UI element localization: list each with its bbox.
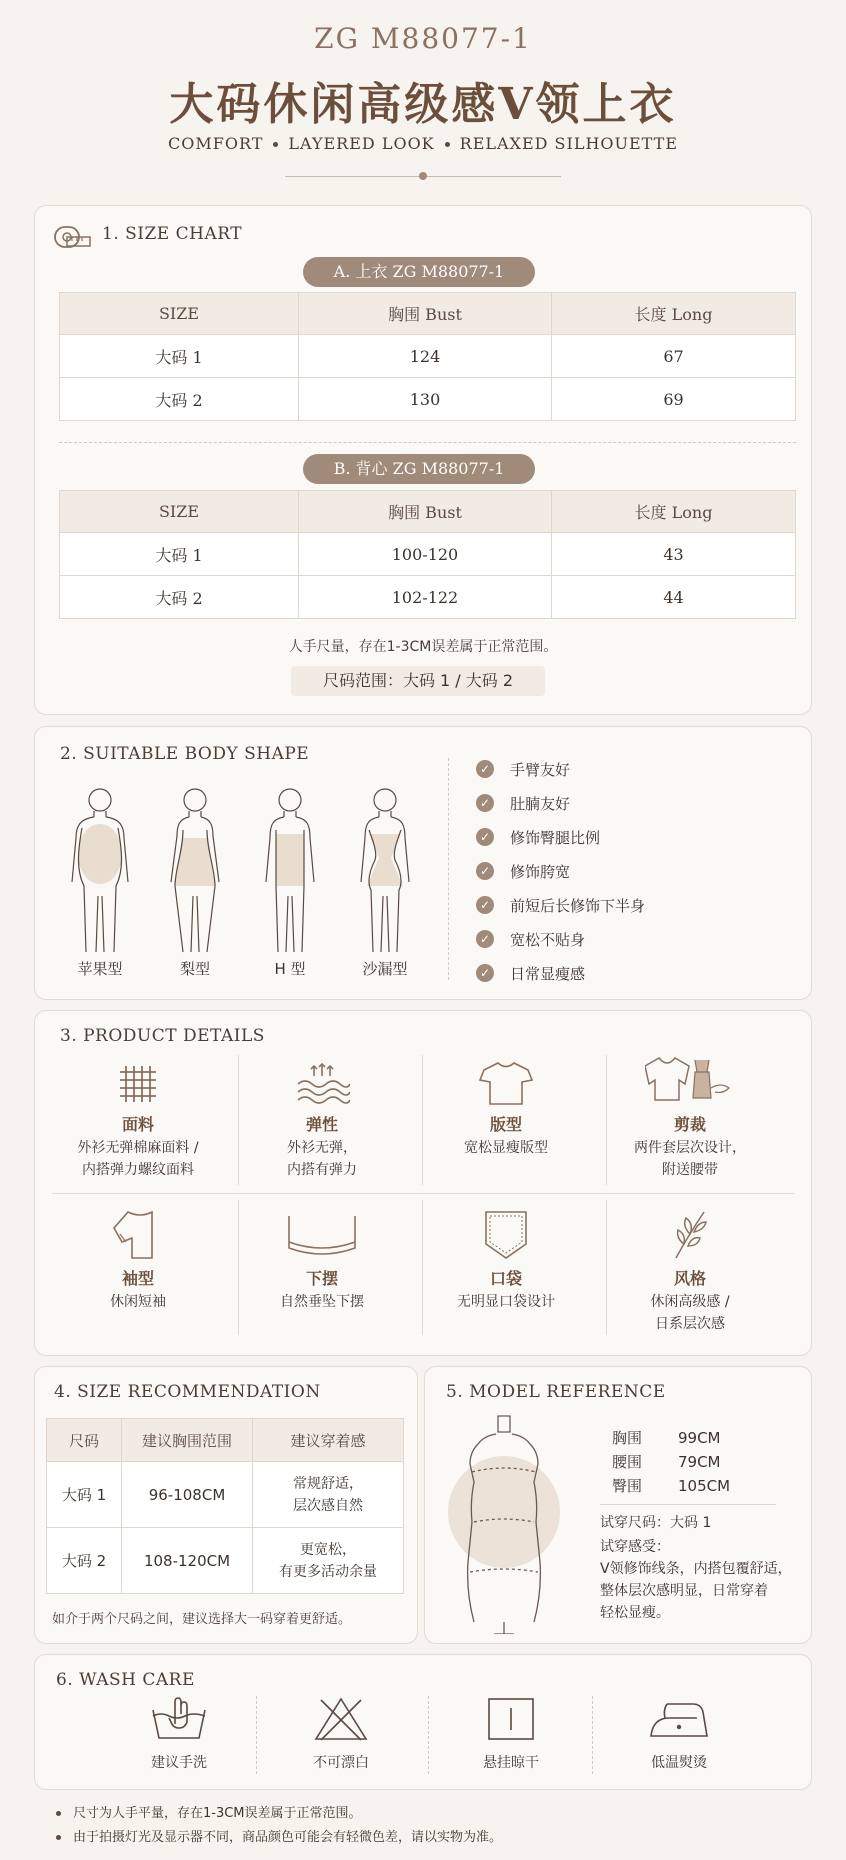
table-cell: 124 xyxy=(299,335,552,378)
two-piece-icon xyxy=(645,1054,735,1106)
list-item: ✓ 前短后长修饰下半身 xyxy=(476,888,796,922)
product-title: 大码休闲高级感V领上衣 xyxy=(169,79,677,130)
table-cell: 108-120CM xyxy=(122,1528,253,1594)
tag-layered: LAYERED LOOK xyxy=(288,134,435,153)
detail-hem: 下摆 自然垂坠下摆 xyxy=(232,1208,412,1313)
stretch-icon xyxy=(294,1062,350,1106)
fabric-icon xyxy=(116,1062,160,1106)
size-table-top xyxy=(59,292,796,421)
tape-measure-icon xyxy=(54,224,92,250)
table-cell: 67 xyxy=(552,335,796,378)
product-code: ZG M88077-1 xyxy=(314,22,532,55)
list-item: ✓ 修饰胯宽 xyxy=(476,854,796,888)
no-bleach-icon xyxy=(313,1696,369,1742)
model-measurements xyxy=(612,1426,730,1498)
table-row xyxy=(60,576,796,619)
footnote: 由于拍摄灯光及显示器不同，商品颜色可能会有轻微色差，请以实物为准。 xyxy=(56,1826,502,1845)
check-icon: ✓ xyxy=(476,930,494,948)
pocket-icon xyxy=(482,1210,530,1260)
table-cell: 大码 2 xyxy=(60,378,299,421)
check-icon: ✓ xyxy=(476,828,494,846)
section-dashed-divider xyxy=(59,442,796,443)
table-cell: 大码 2 xyxy=(47,1528,122,1594)
table-a-label: A. 上衣 ZG M88077-1 xyxy=(303,257,535,287)
detail-cut: 剪裁 两件套层次设计， 附送腰带 xyxy=(600,1054,780,1181)
figure-label-hourglass: 沙漏型 xyxy=(362,960,408,978)
check-icon: ✓ xyxy=(476,896,494,914)
table-b-label: B. 背心 ZG M88077-1 xyxy=(303,454,535,484)
product-details-title: 3. PRODUCT DETAILS xyxy=(60,1026,265,1046)
check-icon: ✓ xyxy=(476,964,494,982)
table-cell: 102-122 xyxy=(299,576,552,619)
size-chart-title: 1. SIZE CHART xyxy=(102,224,243,244)
h-body-figure xyxy=(250,786,330,954)
tagline xyxy=(0,134,846,153)
tag-relaxed: RELAXED SILHOUETTE xyxy=(459,134,678,153)
table-cell: 43 xyxy=(552,533,796,576)
body-shape-title: 2. SUITABLE BODY SHAPE xyxy=(60,744,310,764)
table-cell: 100-120 xyxy=(299,533,552,576)
footnote: 尺寸为人手平量，存在1-3CM误差属于正常范围。 xyxy=(56,1802,362,1821)
tag-separator xyxy=(445,142,450,147)
wash-line-dry: 悬挂晾干 xyxy=(436,1696,586,1772)
check-icon: ✓ xyxy=(476,760,494,778)
hand-wash-icon xyxy=(151,1696,207,1742)
wash-divider xyxy=(592,1696,593,1774)
wash-divider xyxy=(256,1696,257,1774)
table-header: 建议穿着感 xyxy=(253,1419,404,1462)
wash-divider xyxy=(428,1696,429,1774)
check-icon: ✓ xyxy=(476,862,494,880)
table-header: 长度 Long xyxy=(552,293,796,335)
benefit-list xyxy=(476,752,796,990)
model-divider xyxy=(600,1504,776,1505)
table-row xyxy=(60,335,796,378)
recommendation-note: 如介于两个尺码之间，建议选择大一码穿着更舒适。 xyxy=(52,1612,352,1627)
table-row xyxy=(47,1528,404,1594)
model-reference-title: 5. MODEL REFERENCE xyxy=(446,1382,666,1402)
table-cell: 96-108CM xyxy=(122,1462,253,1528)
size-table-vest xyxy=(59,490,796,619)
table-cell: 大码 1 xyxy=(60,533,299,576)
table-row xyxy=(60,533,796,576)
low-iron-icon xyxy=(649,1696,709,1742)
table-header: 胸围 Bust xyxy=(299,491,552,533)
list-item: ✓ 宽松不贴身 xyxy=(476,922,796,956)
sleeve-icon xyxy=(106,1208,170,1260)
size-recommendation-title: 4. SIZE RECOMMENDATION xyxy=(54,1382,321,1402)
details-row-divider xyxy=(52,1193,794,1194)
hourglass-body-figure xyxy=(345,786,425,954)
list-item: ✓ 修饰臀腿比例 xyxy=(476,820,796,854)
figure-label-apple: 苹果型 xyxy=(77,960,123,978)
tshirt-icon xyxy=(478,1060,534,1106)
check-icon: ✓ xyxy=(476,794,494,812)
try-size: 试穿尺码：大码 1 xyxy=(600,1515,712,1531)
table-header: 尺码 xyxy=(47,1419,122,1462)
detail-fit: 版型 宽松显瘦版型 xyxy=(416,1054,596,1159)
detail-pocket: 口袋 无明显口袋设计 xyxy=(416,1208,596,1313)
figure-label-h: H 型 xyxy=(274,960,306,978)
list-item: ✓ 手臂友好 xyxy=(476,752,796,786)
measure-note: 人手尺量，存在1-3CM误差属于正常范围。 xyxy=(288,639,558,655)
table-header: 长度 Long xyxy=(552,491,796,533)
hem-icon xyxy=(283,1212,361,1260)
dress-form-illustration xyxy=(444,1412,570,1634)
measure-row: 胸围 99CM xyxy=(612,1429,721,1447)
tag-separator xyxy=(273,142,278,147)
wash-care-title: 6. WASH CARE xyxy=(56,1670,195,1690)
table-cell: 大码 2 xyxy=(60,576,299,619)
size-range-box: 尺码范围：大码 1 / 大码 2 xyxy=(291,666,545,696)
measure-row: 臀围 105CM xyxy=(612,1477,731,1495)
table-row xyxy=(47,1462,404,1528)
table-cell: 130 xyxy=(299,378,552,421)
line-dry-icon xyxy=(486,1696,536,1742)
table-cell: 更宽松， 有更多活动余量 xyxy=(253,1528,404,1594)
detail-style: 风格 休闲高级感 / 日系层次感 xyxy=(600,1208,780,1335)
pear-body-figure xyxy=(155,786,235,954)
list-item: ✓ 肚腩友好 xyxy=(476,786,796,820)
bullet xyxy=(56,1835,61,1840)
list-item: ✓ 日常显瘦感 xyxy=(476,956,796,990)
detail-fabric: 面料 外衫无弹棉麻面料 / 内搭弹力螺纹面料 xyxy=(48,1054,228,1181)
table-header: 建议胸围范围 xyxy=(122,1419,253,1462)
table-cell: 大码 1 xyxy=(60,335,299,378)
apple-body-figure xyxy=(60,786,140,954)
table-header: SIZE xyxy=(60,293,299,335)
recommendation-table xyxy=(46,1418,404,1594)
bullet xyxy=(56,1811,61,1816)
table-cell: 常规舒适， 层次感自然 xyxy=(253,1462,404,1528)
try-feel-text: V领修饰线条，内搭包覆舒适， 整体层次感明显，日常穿着 轻松显瘦。 xyxy=(600,1561,792,1621)
detail-sleeve: 袖型 休闲短袖 xyxy=(48,1208,228,1313)
tag-comfort: COMFORT xyxy=(168,134,264,153)
wash-hand: 建议手洗 xyxy=(104,1696,254,1772)
measure-row: 腰围 79CM xyxy=(612,1453,721,1471)
table-row xyxy=(60,378,796,421)
wash-no-bleach: 不可漂白 xyxy=(266,1696,416,1772)
figure-label-pear: 梨型 xyxy=(179,960,210,978)
try-feel-label: 试穿感受： xyxy=(600,1539,670,1555)
header-divider-dot xyxy=(419,172,427,180)
table-header: 胸围 Bust xyxy=(299,293,552,335)
body-shape-separator xyxy=(448,758,449,980)
table-cell: 大码 1 xyxy=(47,1462,122,1528)
table-cell: 69 xyxy=(552,378,796,421)
leaf-icon xyxy=(670,1208,710,1260)
wash-low-iron: 低温熨烫 xyxy=(604,1696,754,1772)
table-header: SIZE xyxy=(60,491,299,533)
table-cell: 44 xyxy=(552,576,796,619)
detail-stretch: 弹性 外衫无弹， 内搭有弹力 xyxy=(232,1054,412,1181)
